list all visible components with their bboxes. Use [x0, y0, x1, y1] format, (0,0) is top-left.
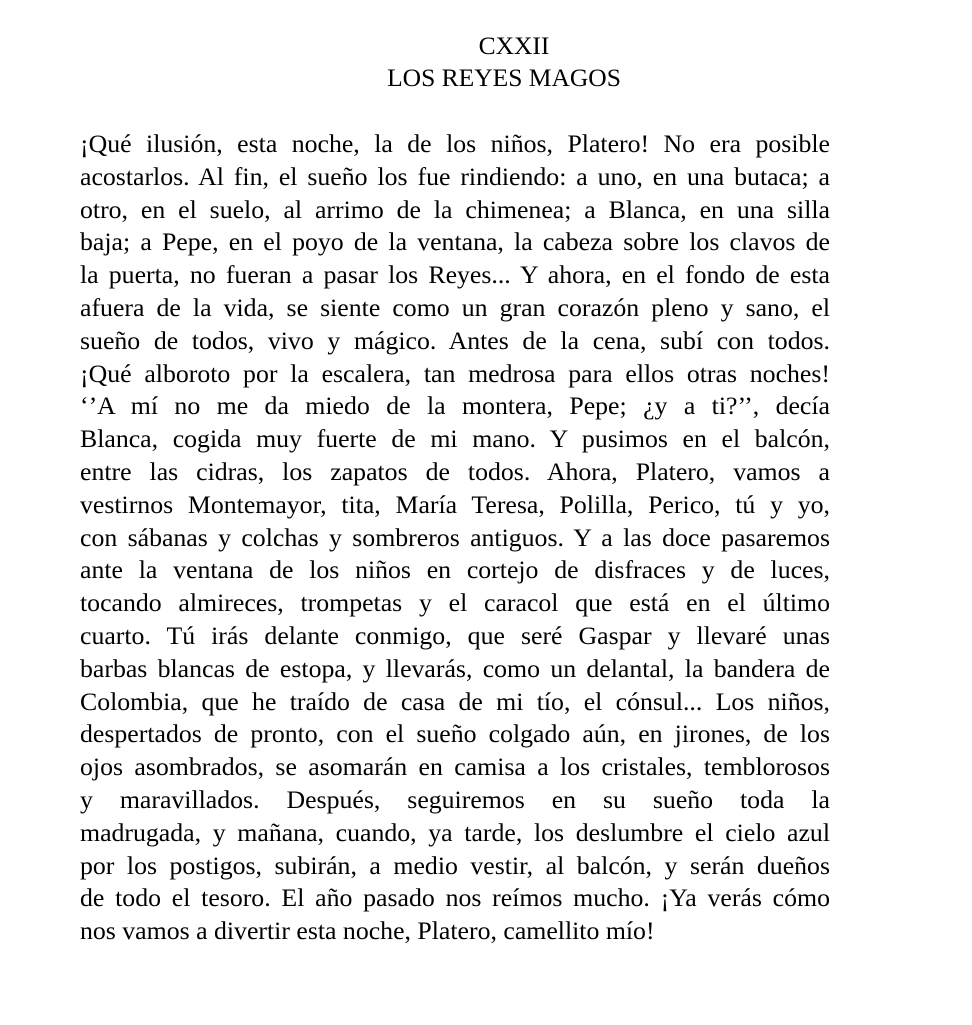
text-line: y maravillados. Después, seguiremos en su sueño toda la	[80, 784, 830, 814]
text-line: de todo el tesoro. El año pasado nos reímos mucho. ¡Ya verás cómo	[80, 883, 830, 913]
text-line: barbas blancas de estopa, y llevarás, como un delantal, la bandera de	[80, 653, 830, 683]
text-line: vestirnos Montemayor, tita, María Teresa, Polilla, Perico, tú y yo,	[80, 489, 830, 519]
text-line: entre las cidras, los zapatos de todos. Ahora, Platero, vamos a	[80, 456, 830, 486]
text-line: baja; a Pepe, en el poyo de la ventana, la cabeza sobre los clavos de	[80, 227, 830, 257]
text-line: ‘’A mí no me da miedo de la montera, Pepe; ¿y a ti?’’, decía	[80, 391, 830, 421]
text-line: afuera de la vida, se siente como un gran corazón pleno y sano, el	[80, 292, 830, 322]
text-line: con sábanas y colchas y sombreros antiguos. Y a las doce pasaremos	[80, 522, 830, 552]
text-line: ¡Qué alboroto por la escalera, tan medrosa para ellos otras noches!	[80, 358, 830, 388]
chapter-title: LOS REYES MAGOS	[387, 63, 621, 92]
text-line: la puerta, no fueran a pasar los Reyes... Y ahora, en el fondo de esta	[80, 260, 830, 290]
chapter-number: CXXII	[478, 31, 550, 60]
text-line: nos vamos a divertir esta noche, Platero, camellito mío!	[80, 916, 655, 946]
text-line: ojos asombrados, se asomarán en camisa a los cristales, temblorosos	[80, 752, 830, 782]
text-line: sueño de todos, vivo y mágico. Antes de la cena, subí con todos.	[80, 325, 830, 355]
chapter-body	[80, 128, 830, 948]
text-line: ¡Qué ilusión, esta noche, la de los niños, Platero! No era posible	[80, 129, 830, 158]
text-line: otro, en el suelo, al arrimo de la chimenea; a Blanca, en una silla	[80, 194, 830, 224]
chapter-heading	[0, 30, 972, 94]
text-line: Colombia, que he traído de casa de mi tío, el cónsul... Los niños,	[80, 686, 830, 716]
text-line: ante la ventana de los niños en cortejo de disfraces y de luces,	[80, 555, 830, 585]
text-line: despertados de pronto, con el sueño colgado aún, en jirones, de los	[80, 719, 830, 749]
text-line: Blanca, cogida muy fuerte de mi mano. Y pusimos en el balcón,	[80, 424, 830, 454]
text-line: acostarlos. Al fin, el sueño los fue rindiendo: a uno, en una butaca; a	[80, 161, 830, 191]
text-line: tocando almireces, trompetas y el caracol que está en el último	[80, 588, 830, 618]
text-line: por los postigos, subirán, a medio vestir, al balcón, y serán dueños	[80, 850, 830, 880]
text-line: madrugada, y mañana, cuando, ya tarde, los deslumbre el cielo azul	[80, 817, 830, 847]
text-line: cuarto. Tú irás delante conmigo, que seré Gaspar y llevaré unas	[80, 620, 830, 650]
